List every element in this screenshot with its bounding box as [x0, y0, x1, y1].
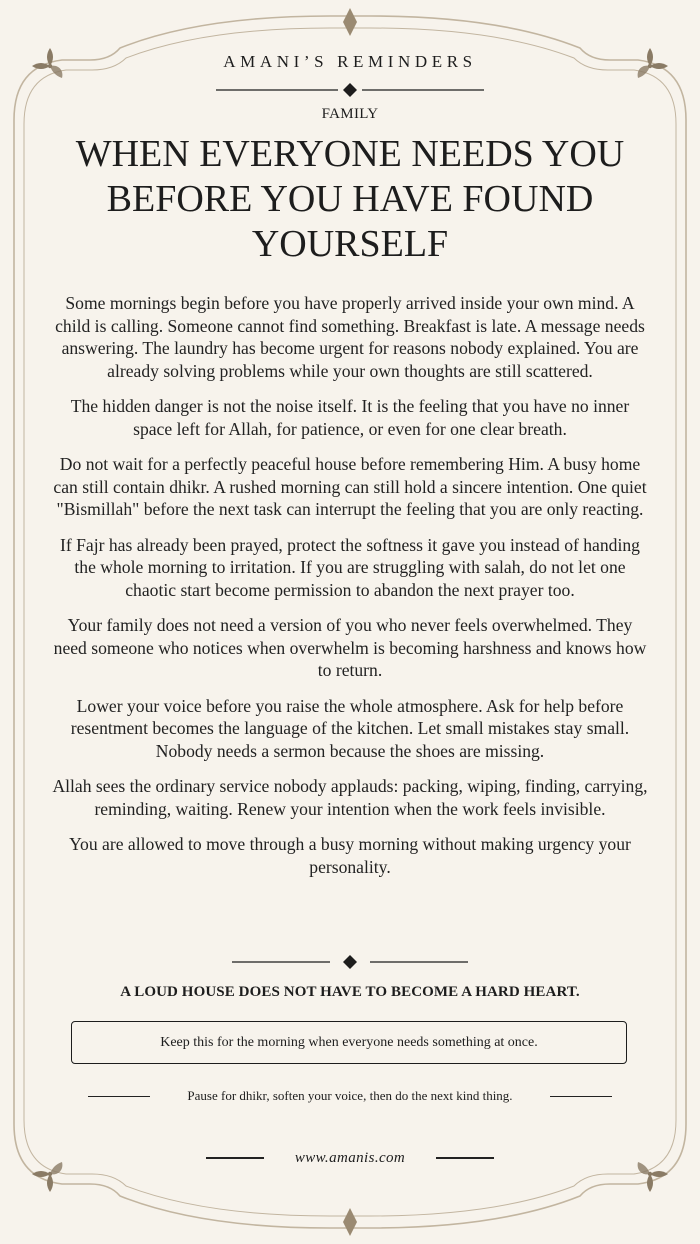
keep-note-box: [71, 1021, 627, 1064]
diamond-ornament-icon: [0, 80, 700, 100]
brand-name: AMANI’S REMINDERS: [223, 52, 477, 71]
category-label: FAMILY: [321, 106, 379, 122]
paragraph: Some mornings begin before you have properly arrived inside your own mind. A child is calling. Someone cannot find something. Breakfast is late. A message needs answering. The laundry has become urgent for reasons nobody explained. You are already solving problems while your own thoughts are still scattered.: [55, 293, 645, 381]
body-text: [50, 292, 650, 891]
divider-line: [206, 1157, 264, 1158]
paragraph: If Fajr has already been prayed, protect the softness it gave you instead of handing the whole morning to irritation. If you are struggling with salah, do not let one chaotic start become permission to abandon the next prayer too.: [60, 534, 640, 600]
divider-line: [550, 1096, 612, 1097]
keep-note-text: Keep this for the morning when everyone needs something at once.: [160, 1034, 538, 1050]
paragraph: Do not wait for a perfectly peaceful house before remembering Him. A busy home can still contain dhikr. A rushed morning can still hold a sincere intention. One quiet "Bismillah" before the next task can interrupt the feeling that you are only reacting.: [53, 454, 647, 519]
paragraph: Your family does not need a version of you who never feels overwhelmed. They need someone who notices when overwhelm is becoming harshness and knows how to return.: [53, 615, 647, 680]
website-link[interactable]: www.amanis.com: [294, 1149, 406, 1166]
tagline: A LOUD HOUSE DOES NOT HAVE TO BECOME A HARD HEART.: [120, 984, 580, 1000]
paragraph: The hidden danger is not the noise itself. It is the feeling that you have no inner space left for Allah, for patience, or even for one clear breath.: [70, 396, 630, 439]
paragraph: Allah sees the ordinary service nobody applauds: packing, wiping, finding, carrying, reminding, waiting. Renew your intention when the work feels invisible.: [52, 776, 648, 819]
page-title: WHEN EVERYONE NEEDS YOU BEFORE YOU HAVE FOUND YOURSELF: [75, 133, 625, 265]
divider-line: [436, 1157, 494, 1158]
divider-line: [88, 1096, 150, 1097]
diamond-ornament-icon: [0, 952, 700, 972]
paragraph: Lower your voice before you raise the whole atmosphere. Ask for help before resentment becomes the language of the kitchen. Let small mistakes stay small. Nobody needs a sermon because the shoes are missing.: [70, 695, 630, 761]
pause-note: Pause for dhikr, soften your voice, then do the next kind thing.: [187, 1088, 513, 1103]
website-row: [206, 1147, 494, 1169]
pause-note-row: [88, 1086, 612, 1106]
paragraph: You are allowed to move through a busy morning without making urgency your personality.: [69, 834, 631, 877]
